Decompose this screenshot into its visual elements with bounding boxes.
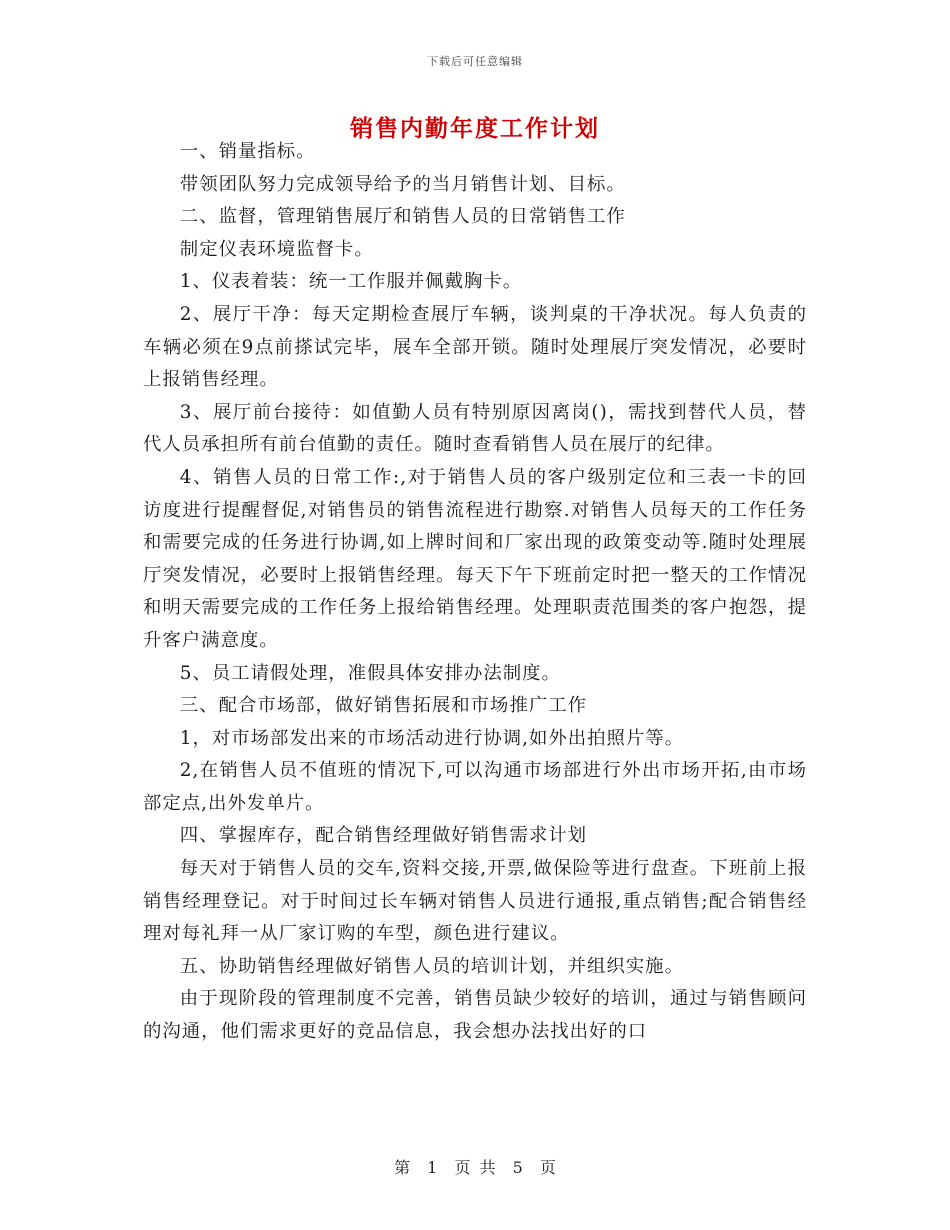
header-note: 下载后可任意编辑 xyxy=(427,55,523,68)
paragraph: 2、展厅干净：每天定期检查展厅车辆，谈判桌的干净状况。每人负责的车辆必须在9点前搽试完毕，展车全部开锁。随时处理展厅突发情况，必要时上报销售经理。 xyxy=(143,303,807,391)
paragraph: 四、掌握库存，配合销售经理做好销售需求计划 xyxy=(179,825,588,847)
paragraph: 1，对市场部发出来的市场活动进行协调,如外出拍照片等。 xyxy=(179,727,685,749)
footer-mid: 页 共 xyxy=(454,1158,496,1177)
document-body xyxy=(143,136,807,1049)
paragraph: 每天对于销售人员的交车,资料交接,开票,做保险等进行盘查。下班前上报销售经理登记。对于时间过长车辆对销售人员进行通报,重点销售;配合销售经理对每礼拜一从厂家订购的车型，颜色进行建议。 xyxy=(143,858,807,945)
paragraph: 带领团队努力完成领导给予的当月销售计划、目标。 xyxy=(179,173,626,195)
paragraph: 三、配合市场部，做好销售拓展和市场推广工作 xyxy=(179,695,588,717)
paragraph: 3、展厅前台接待：如值勤人员有特别原因离岗()，需找到替代人员，替代人员承担所有前台值勤的责任。随时查看销售人员在展厅的纪律。 xyxy=(143,401,807,456)
paragraph: 五、协助销售经理做好销售人员的培训计划，并组织实施。 xyxy=(179,955,684,977)
paragraph: 一、销量指标。 xyxy=(179,141,316,162)
paragraph: 2,在销售人员不值班的情况下,可以沟通市场部进行外出市场开拓,由市场部定点,出外发单片。 xyxy=(143,760,807,814)
paragraph: 4、销售人员的日常工作:,对于销售人员的客户级别定位和三表一卡的回访度进行提醒督促,对销售员的销售流程进行勘察.对销售人员每天的工作任务和需要完成的任务进行协调,如上牌时间和厂家出现的政策变动等.随时处理展厅突发情况，必要时上报销售经理。每天下午下班前定时把一整天的工作情况和明天需要完成的工作任务上报给销售经理。处理职责范围类的客户抱怨，提升客户满意度。 xyxy=(143,466,807,651)
current-page-number: 1 xyxy=(427,1158,438,1177)
total-page-count: 5 xyxy=(512,1158,523,1177)
footer-suffix: 页 xyxy=(539,1158,556,1177)
footer-prefix: 第 xyxy=(394,1158,411,1177)
paragraph: 二、监督，管理销售展厅和销售人员的日常销售工作 xyxy=(179,206,626,228)
paragraph: 由于现阶段的管理制度不完善，销售员缺少较好的培训，通过与销售顾问的沟通，他们需求更好的竞品信息，我会想办法找出好的口 xyxy=(143,988,807,1043)
paragraph: 1、仪表着装：统一工作服并佩戴胸卡。 xyxy=(179,271,523,293)
page-footer xyxy=(0,1155,950,1178)
paragraph: 5、员工请假处理，准假具体安排办法制度。 xyxy=(179,662,561,684)
paragraph: 制定仪表环境监督卡。 xyxy=(179,238,374,260)
document-title: 销售内勤年度工作计划 xyxy=(350,115,600,142)
